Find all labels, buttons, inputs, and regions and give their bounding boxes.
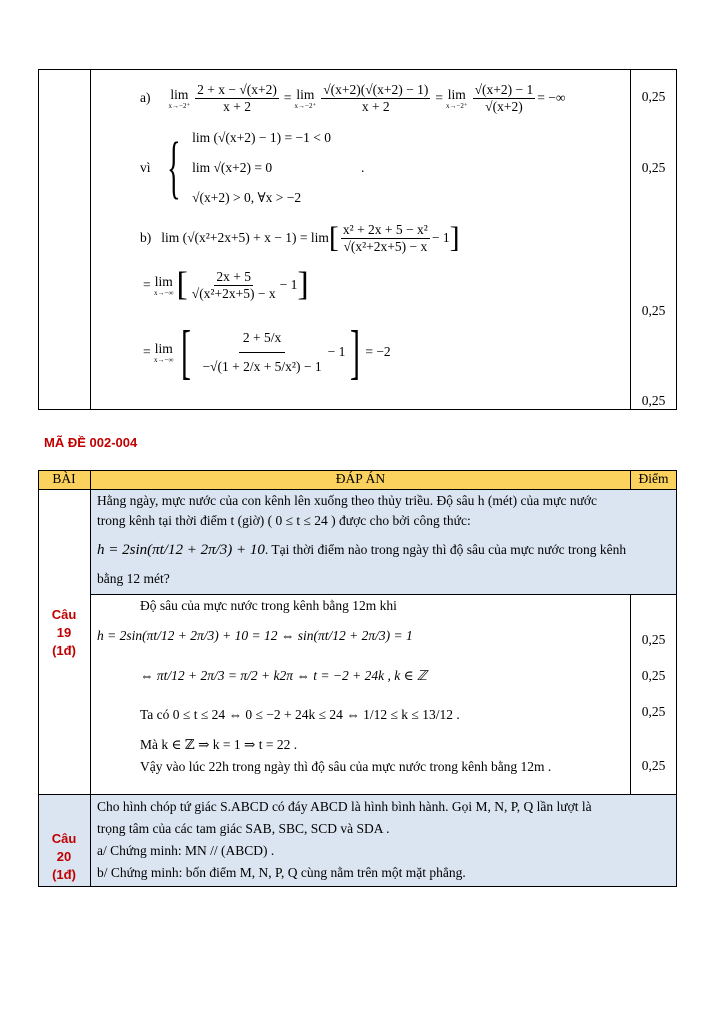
frac-num: 2x + 5 bbox=[216, 268, 251, 284]
q20-line-1: Cho hình chóp tứ giác S.ABCD có đáy ABCD là hình bình hành. Gọi M, N, P, Q lần lượt là bbox=[97, 799, 592, 814]
because-block bbox=[140, 124, 364, 212]
q19-sol-line-6: Vậy vào lúc 22h trong ngày thì độ sâu của mực nước trong kênh bằng 12m . bbox=[140, 759, 552, 774]
header-bai: BÀI bbox=[52, 471, 76, 486]
score: 0,25 bbox=[641, 303, 666, 318]
q19-problem-line-1: Hằng ngày, mực nước của con kênh lên xuống theo thủy triều. Độ sâu h (mét) của mực nước bbox=[97, 493, 598, 508]
frac-num: 2 + 5/x bbox=[239, 324, 285, 353]
q19-sol-line-2: h = 2sin(πt/12 + 2π/3) + 10 = 12 ⇔ sin(πt/12 + 2π/3) = 1 bbox=[97, 628, 413, 643]
frac-num: x² + 2x + 5 − x² bbox=[342, 221, 428, 237]
q19-problem-line-3: . Tại thời điểm nào trong ngày thì độ sâu của mực nước trong kênh bbox=[264, 542, 627, 557]
header-dap-an: ĐÁP ÁN bbox=[335, 471, 386, 486]
q19-formula: h = 2sin(πt/12 + 2π/3) + 10 bbox=[97, 542, 265, 558]
score: 0,25 bbox=[641, 758, 666, 773]
because-label: vì bbox=[140, 160, 151, 175]
part-b-line-2: = lim x→−∞ [ $\frac{2x + 5}{\text{√(x²+2x+5) − x}}$ − 1 ] bbox=[143, 266, 309, 303]
q19-problem-line-4: bằng 12 mét? bbox=[97, 571, 170, 586]
section-title: MÃ ĐỀ 002-004 bbox=[44, 435, 138, 450]
q20-problem bbox=[97, 796, 674, 884]
q19-sol-line-5: Mà k ∈ ℤ ⇒ k = 1 ⇒ t = 22 . bbox=[140, 737, 298, 752]
brace: { bbox=[166, 129, 181, 206]
frac-den: −√(1 + 2/x + 5/x²) − 1 bbox=[202, 358, 322, 374]
frac-den: √(x+2) bbox=[485, 98, 523, 114]
q20-line-3: a/ Chứng minh: MN // (ABCD) . bbox=[97, 843, 275, 858]
q20-line-4: b/ Chứng minh: bốn điểm M, N, P, Q cùng nằm trên một mặt phẳng. bbox=[97, 865, 466, 880]
frac-den: x + 2 bbox=[361, 98, 390, 114]
q19-label: Câu 19 (1đ) bbox=[51, 607, 77, 658]
frac-den: √(x²+2x+5) − x bbox=[191, 285, 276, 301]
score: 0,25 bbox=[641, 393, 666, 408]
because-end: . bbox=[360, 160, 365, 175]
score: 0,25 bbox=[641, 668, 666, 683]
score: 0,25 bbox=[641, 632, 666, 647]
frac-num: 2 + x − √(x+2) bbox=[197, 81, 277, 97]
frac-num: √(x+2)(√(x+2) − 1) bbox=[323, 81, 429, 97]
frac-den: √(x²+2x+5) − x bbox=[343, 238, 428, 254]
part-b-result: = −2 bbox=[365, 344, 391, 359]
part-a-label: a) bbox=[140, 90, 151, 105]
frac-num: √(x+2) − 1 bbox=[474, 81, 534, 97]
score: 0,25 bbox=[641, 704, 666, 719]
q19-sol-line-4: Ta có 0 ≤ t ≤ 24 ⇔ 0 ≤ −2 + 24k ≤ 24 ⇔ 1/12 ≤ k ≤ 13/12 . bbox=[140, 707, 460, 722]
q20-label: Câu 20 (1đ) bbox=[51, 831, 77, 882]
score: 0,25 bbox=[641, 160, 666, 175]
q19-solution bbox=[97, 596, 627, 778]
because-line-1: lim (√(x+2) − 1) = −1 < 0 bbox=[192, 130, 331, 145]
score: 0,25 bbox=[641, 89, 666, 104]
part-b-line-1: b) lim (√(x²+2x+5) + x − 1) = lim [ $\frac{\text{x² + 2x + 5 − x²}}{\text{√(x²+2x+5) − x}}$ − 1 ] bbox=[140, 221, 460, 254]
q19-sol-line-3: ⇔ πt/12 + 2π/3 = π/2 + k2π ⇔ t = −2 + 24k , k ∈ ℤ bbox=[140, 668, 427, 683]
because-line-2: lim √(x+2) = 0 bbox=[192, 160, 273, 175]
because-line-3: √(x+2) > 0, ∀x > −2 bbox=[192, 190, 302, 205]
part-a-row: a) lim x→−2⁺ $\frac{2 + x - √(x+2)}{x + 2}$ = lim x→−2⁺ $\frac{√(x+2)(√(x+2) - 1)}{x + 2}$ = lim x→−2⁺ $\frac{√(x+2) - 1}{√(x+2)}$ = −∞ bbox=[140, 81, 566, 114]
q19-problem bbox=[97, 491, 627, 589]
lim-sub: x→−2⁺ bbox=[168, 101, 191, 110]
q19-problem-line-2: trong kênh tại thời điểm t (giờ) ( 0 ≤ t ≤ 24 ) được cho bởi công thức: bbox=[97, 513, 471, 528]
header-diem: Điểm bbox=[638, 471, 669, 486]
part-a-result: = −∞ bbox=[537, 90, 566, 105]
part-b-label: b) bbox=[140, 230, 152, 245]
part-b-line-3: = lim x→−∞ [ $\frac{2 + 5/x}{\text{−√(1 + 2/x + 5/x²) − 1}}$ − 1 ] = −2 bbox=[143, 318, 391, 385]
q19-sol-line-1: Độ sâu của mực nước trong kênh bằng 12m khi bbox=[140, 598, 397, 613]
q20-line-2: trọng tâm của các tam giác SAB, SBC, SCD và SDA . bbox=[97, 821, 390, 836]
frac-den: x + 2 bbox=[223, 98, 251, 114]
